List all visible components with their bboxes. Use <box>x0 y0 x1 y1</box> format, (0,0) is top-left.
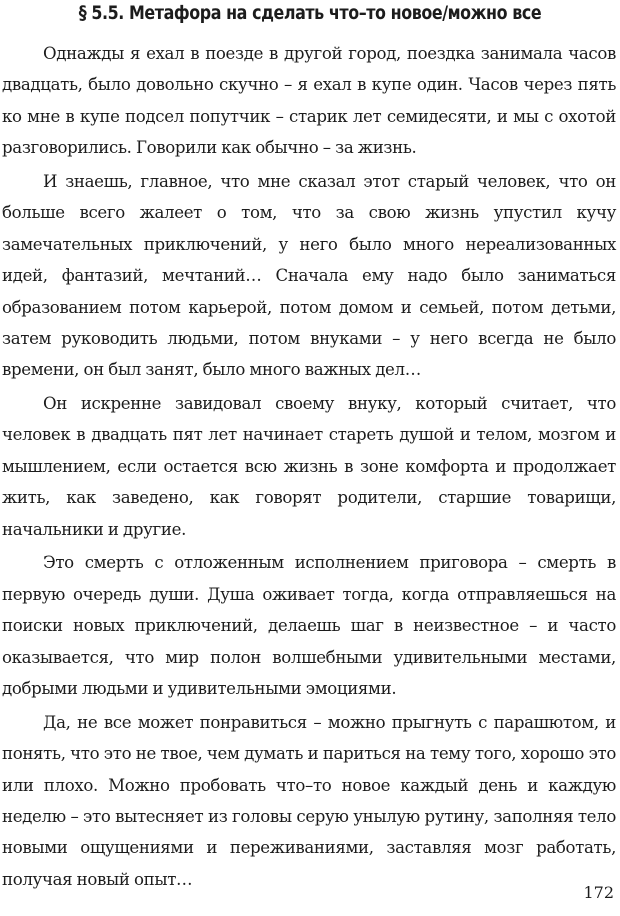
section-heading: § 5.5. Метафора на сделать что–то новое/можно все <box>78 3 542 24</box>
paragraph: Однажды я ехал в поезде в другой город, поездка занимала часов двадцать, было довольно скучно – я ехал в купе один. Часов через пять ко мне в купе подсел попутчик – старик лет семидесяти, и мы с охотой разговорились. Говорили как обычно – за жизнь. <box>2 44 616 158</box>
paragraph: И знаешь, главное, что мне сказал этот старый человек, что он больше всего жалеет о том, что за свою жизнь упустил кучу замечательных приключений, у него было много нереализованных идей, фантазий, мечтаний… Сначала ему надо было заниматься образованием потом карьерой, потом домом и семьей, потом детьми, затем руководить людьми, потом внуками – у него всегда не было времени, он был занят, было много важных дел… <box>2 171 616 380</box>
body-text <box>2 38 616 897</box>
paragraph: Это смерть с отложенным исполнением приговора – смерть в первую очередь души. Душа оживает тогда, когда отправляешься на поиски новых приключений, делаешь шаг в неизвестное – и часто оказывается, что мир полон волшебными удивительными местами, добрыми людьми и удивительными эмоциями. <box>2 553 616 699</box>
paragraph: Да, не все может понравиться – можно прыгнуть с парашютом, и понять, что это не твое, чем думать и париться на тему того, хорошо это или плохо. Можно пробовать что–то новое каждый день и каждую неделю – это вытесняет из головы серую унылую рутину, заполняя тело новыми ощущениями и переживаниями, заставляя мозг работать, получая новый опыт… <box>2 712 616 889</box>
page-number: 172 <box>583 883 614 902</box>
paragraph: Он искренне завидовал своему внуку, который считает, что человек в двадцать пят лет начинает стареть душой и телом, мозгом и мышлением, если остается всю жизнь в зоне комфорта и продолжает жить, как заведено, как говорят родители, старшие товарищи, начальники и другие. <box>2 394 616 539</box>
